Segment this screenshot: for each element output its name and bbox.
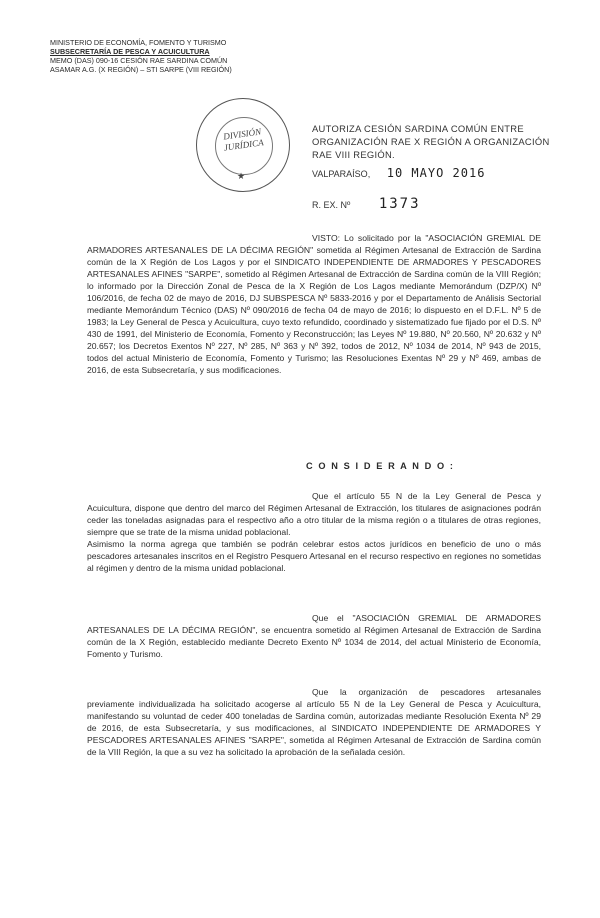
date-row	[312, 166, 485, 180]
stamp-star-icon: ★	[237, 171, 246, 181]
considerando-1b-paragraph: Asimismo la norma agrega que también se podrán celebrar estos actos jurídicos en beneficio de uno o más pescadores artesanales inscritos en el Registro Pesquero Artesanal en el recurso respectivo en regiones no sometidas al régimen y dentro de la misma unidad poblacional.	[87, 539, 541, 573]
rex-number: 1373	[378, 196, 421, 212]
division-juridica-stamp	[196, 98, 290, 192]
reference-line-1: MEMO (DAS) 090-16 CESIÓN RAE SARDINA COMÚN	[50, 56, 228, 65]
considerando-2-paragraph: Que el "ASOCIACIÓN GREMIAL DE ARMADORES ARTESANALES DE LA DÉCIMA REGIÓN", se encuentra sometido al Régimen Artesanal de Extracción de Sardina común de la X Región, establecido mediante Decreto Exento Nº 1034 de 2014, del actual Ministerio de Economía, Fomento y Turismo.	[87, 613, 541, 659]
stamp-line-2: JURÍDICA	[223, 137, 265, 153]
reference-line-2: ASAMAR A.G. (X REGIÓN) – STI SARPE (VIII REGIÓN)	[50, 65, 232, 74]
subsecretaria-name: SUBSECRETARÍA DE PESCA Y ACUICULTURA	[50, 47, 210, 56]
stamp-line-1: DIVISIÓN	[222, 126, 262, 142]
ministry-name: MINISTERIO DE ECONOMÍA, FOMENTO Y TURISMO	[50, 38, 227, 47]
document-title: AUTORIZA CESIÓN SARDINA COMÚN ENTRE ORGANIZACIÓN RAE X REGIÓN A ORGANIZACIÓN RAE VIII REGIÓN.	[312, 123, 550, 160]
document-header	[50, 38, 300, 74]
visto-paragraph: VISTO: Lo solicitado por la "ASOCIACIÓN GREMIAL DE ARMADORES ARTESANALES DE LA DÉCIMA REGIÓN" sometida al Régimen Artesanal de Extracción de Sardina común de la X Región de Los Lagos y por el SINDICATO INDEPENDIENTE DE ARMADORES Y PESCADORES ARTESANALES AFINES "SARPE", sometido al Régimen Artesanal de Extracción de Sardina común de la VIII Región; lo informado por la Dirección Zonal de Pesca de la X Región de Los Lagos mediante Memorándum (DZP/X) Nº 106/2016, de fecha 02 de mayo de 2016, DJ SUBSPESCA Nº 5833-2016 y por el Departamento de Análisis Sectorial mediante Memorándum Técnico (DAS) Nº 090/2016 de fecha 04 de mayo de 2016; lo dispuesto en el D.F.L. Nº 5 de 1983; la Ley General de Pesca y Acuicultura, cuyo texto refundido, coordinado y sistematizado fue fijado por el D.S. Nº 430 de 1991, del Ministerio de Economía, Fomento y Reconstrucción; las Leyes Nº 19.880, Nº 20.560, Nº 20.632 y Nº 20.657; los Decretos Exentos Nº 227, Nº 285, Nº 363 y Nº 392, todos de 2012, Nº 1034 de 2014, Nº 943 de 2015, todos del actual Ministerio de Economía, Fomento y Turismo; las Resoluciones Exentas Nº 29 y Nº 469, ambas de 2016, de esta Subsecretaría, y sus modificaciones.	[87, 233, 541, 375]
resolution-number-row	[312, 196, 421, 212]
considerando-3-paragraph: Que la organización de pescadores artesanales previamente individualizada ha solicitado acogerse al artículo 55 N de la Ley General de Pesca y Acuicultura, manifestando su voluntad de ceder 400 toneladas de Sardina común, autorizadas mediante Resolución Exenta Nº 29 de 2016, de esta Subsecretaría, y sus modificaciones, al SINDICATO INDEPENDIENTE DE ARMADORES Y PESCADORES ARTESANALES AFINES "SARPE", sometida al Régimen Artesanal de Extracción de Sardina común de la VIII Región, la que a su vez ha solicitado la aprobación de la señalada cesión.	[87, 687, 541, 757]
place-label: VALPARAÍSO,	[312, 169, 371, 179]
considerando-1-paragraph: Que el artículo 55 N de la Ley General de Pesca y Acuicultura, dispone que dentro del marco del Régimen Artesanal de Extracción, los titulares de asignaciones podrán ceder las toneladas asignadas para el respectivo año a otro titular de la misma región o a titulares de otras regiones, siempre que se trate de la misma unidad poblacional.	[87, 491, 541, 537]
date-stamp: 10 MAYO 2016	[386, 166, 486, 180]
considerando-heading: C O N S I D E R A N D O :	[306, 461, 455, 471]
rex-label: R. EX. Nº	[312, 200, 351, 210]
